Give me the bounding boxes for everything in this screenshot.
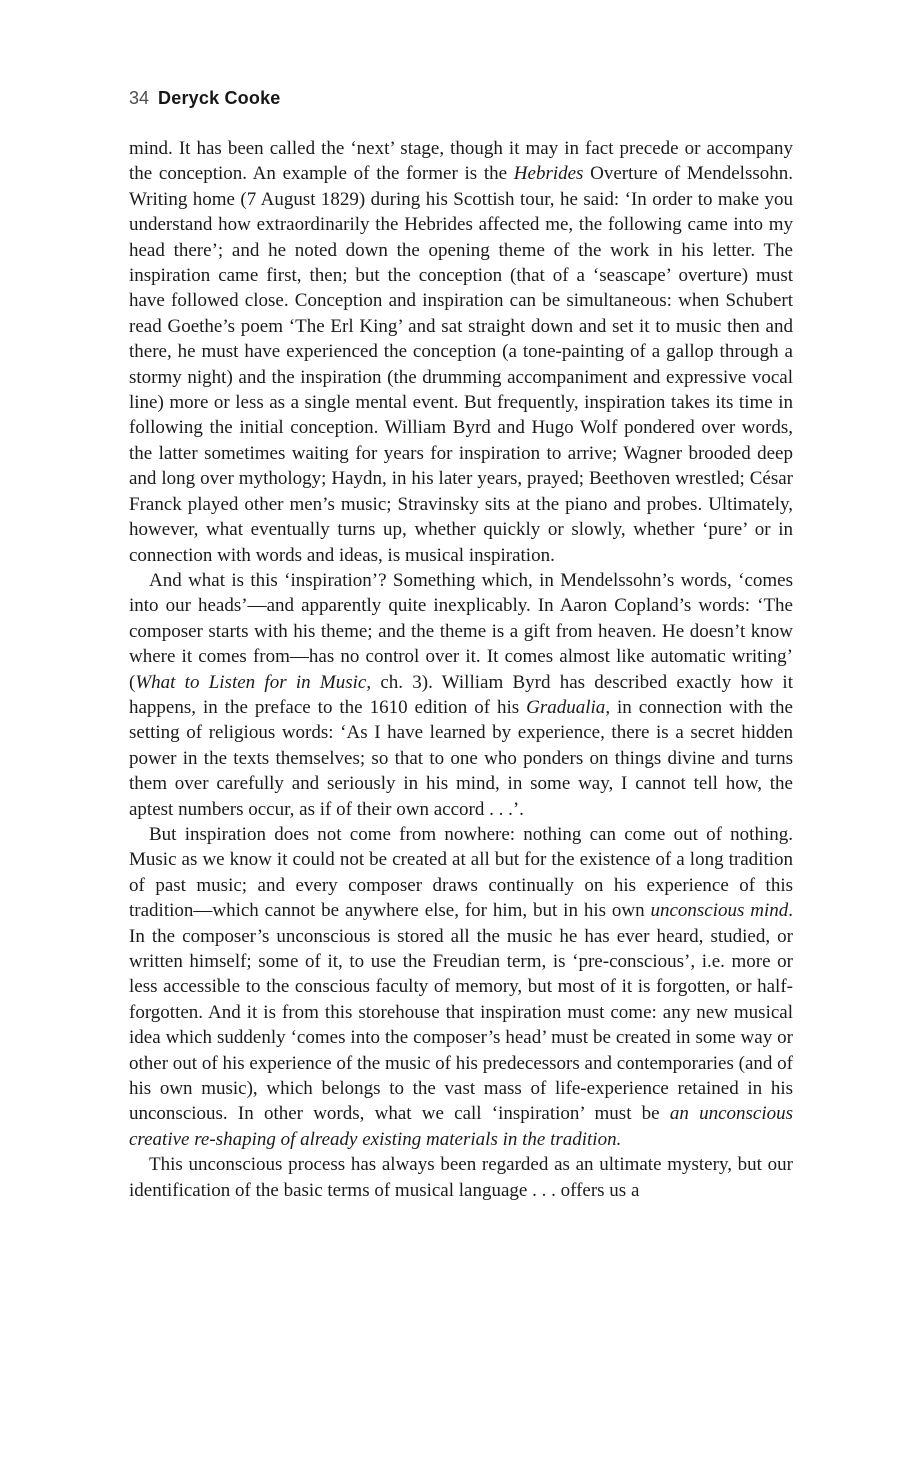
- paragraph: [129, 822, 793, 1152]
- text-segment: . In the composer’s unconscious is stored all the music he has ever heard, studied, or written himself; some of it, to use the Freudian term, is ‘pre-conscious’, i.e. more or less accessible to the conscious faculty of memory, but most of it is forgotten, or half-forgotten. And it is from this storehouse that inspiration must come: any new musical idea which suddenly ‘comes into the composer’s head’ must be created in some way or other out of his experience of the music of his predecessors and contemporaries (and of his own music), which belongs to the vast mass of life-experience retained in his unconscious. In other words, what we call ‘inspiration’ must be: [129, 900, 794, 1125]
- running-head: [129, 86, 793, 110]
- paragraph: [129, 1152, 793, 1203]
- text-segment: This unconscious process has always been regarded as an ultimate mystery, but our identification of the basic terms of musical language . . . offers us a: [129, 1154, 793, 1201]
- text-segment: , in connection with the setting of religious words: ‘As I have learned by experience, there is a secret hidden power in the texts themselves; so that to one who ponders on things divine and turns them over carefully and seriously in his mind, in some way, I cannot tell how, the aptest numbers occur, as if of their own accord . . .’.: [129, 696, 793, 820]
- text-segment: , ch. 3). William Byrd has described exactly how it happens, in the preface to the 1610 edition of his: [129, 671, 793, 718]
- text-segment: Overture of Mendelssohn. Writing home (7 August 1829) during his Scottish tour, he said: ‘In order to make you understand how extraordinarily the Hebrides affected me, the following came into my head there’; and he noted down the opening theme of the work in his letter. The inspiration came first, then; but the conception (that of a ‘seascape’ overture) must have followed close. Conception and inspiration can be simultaneous: when Schubert read Goethe’s poem ‘The Erl King’ and sat straight down and set it to music then and there, he must have experienced the conception (a tone-painting of a gallop through a stormy night) and the inspiration (the drumming accompaniment and expressive vocal line) more or less as a single mental event. But frequently, inspiration takes its time in following the initial conception. William Byrd and Hugo Wolf pondered over words, the latter sometimes waiting for years for inspiration to arrive; Wagner brooded deep and long over mythology; Haydn, in his later years, prayed; Beethoven wrestled; César Franck played other men’s music; Stravinsky sits at the piano and probes. Ultimately, however, what eventually turns up, whether quickly or slowly, whether ‘pure’ or in connection with words and ideas, is musical inspiration.: [129, 163, 793, 566]
- italic-text-segment: an unconscious creative re-shaping of already existing materials in the tradition.: [129, 1103, 793, 1150]
- italic-text-segment: Gradualia: [526, 696, 606, 718]
- text-segment: But inspiration does not come from nowhere: nothing can come out of nothing. Music as we know it could not be created at all but for the existence of a long tradition of past music; and every composer draws continually on his experience of this tradition—which cannot be anywhere else, for him, but in his own: [129, 823, 793, 922]
- page-number: 34: [129, 88, 150, 108]
- text-segment: mind. It has been called the ‘next’ stage, though it may in fact precede or accompany the conception. An example of the former is the: [129, 138, 793, 185]
- italic-text-segment: unconscious mind: [650, 900, 789, 922]
- running-title: Deryck Cooke: [158, 88, 281, 108]
- italic-text-segment: What to Listen for in Music: [135, 671, 367, 693]
- text-segment: And what is this ‘inspiration’? Something which, in Mendelssohn’s words, ‘comes into our heads’—and apparently quite inexplicably. In Aaron Copland’s words: ‘The composer starts with his theme; and the theme is a gift from heaven. He doesn’t know where it comes from—has no control over it. It comes almost like automatic writing’ (: [129, 569, 793, 693]
- body-paragraphs: [129, 136, 793, 1203]
- italic-text-segment: Hebrides: [513, 163, 584, 185]
- paragraph: [129, 136, 793, 568]
- paragraph: [129, 568, 793, 822]
